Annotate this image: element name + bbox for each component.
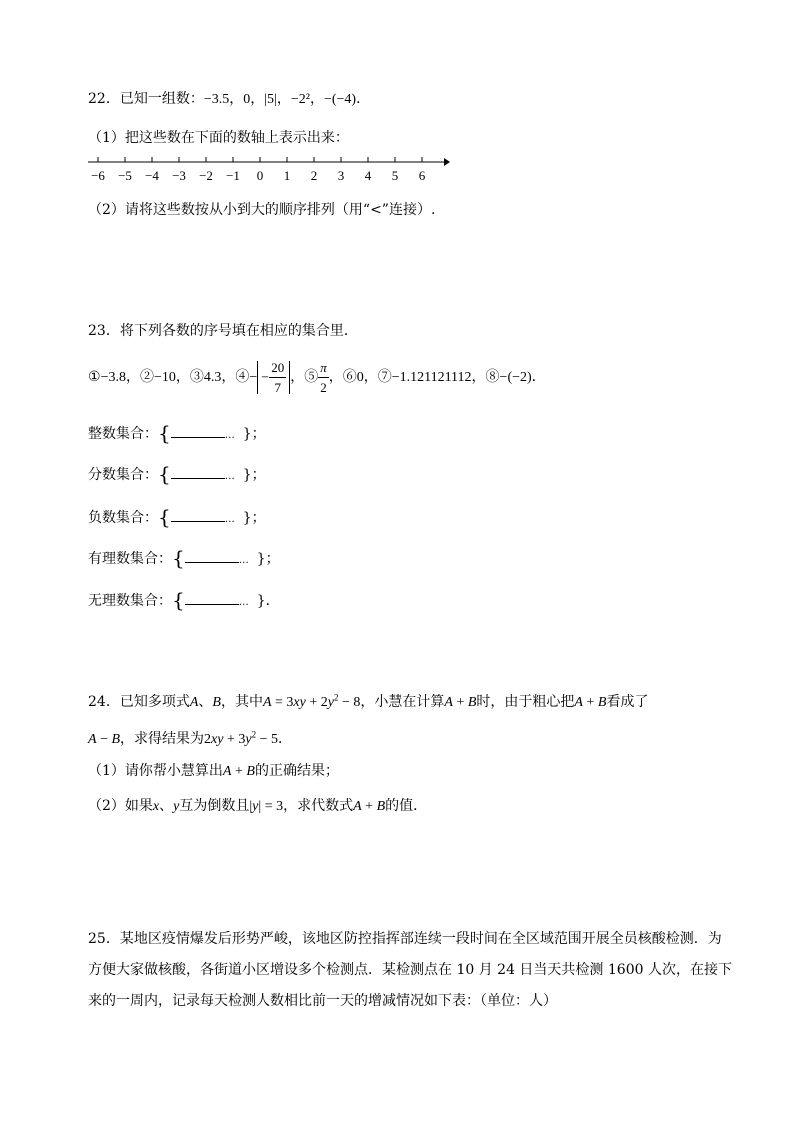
blank-irrational[interactable] xyxy=(185,592,239,605)
q25-line1: 25．某地区疫情爆发后形势严峻，该地区防控指挥部连续一段时间在全区域范围开展全员核酸检测．为 xyxy=(88,931,722,947)
set-integer: 整数集合：{ … }； xyxy=(88,421,266,445)
axis-tick-label: −4 xyxy=(145,168,159,183)
q25-line3: 来的一周内，记录每天检测人数相比前一天的增减情况如下表：（单位：人） xyxy=(88,993,557,1009)
item-6: ⑥0 xyxy=(342,369,364,385)
q23-items: ①−3.8，②−10，③4.3，④− − $\frac{20}{7}$ ，⑤ $\frac{\pi}{2}$ ，⑥0，⑦−1.121121112，⑧−(−2)． xyxy=(88,359,546,395)
axis-tick-label: −2 xyxy=(199,168,213,183)
axis-tick-label: −5 xyxy=(118,168,132,183)
q24-part2: （2）如果x、y互为倒数且|y| = 3，求代数式A + B的值． xyxy=(88,798,428,814)
item-8: ⑧−(−2) xyxy=(485,369,532,385)
q22-abs-5: |5| xyxy=(264,92,277,107)
axis-tick-label: 1 xyxy=(283,168,291,183)
axis-tick-label: 0 xyxy=(256,168,264,183)
q22-num-2: 0 xyxy=(243,92,251,107)
axis-tick-label: −1 xyxy=(226,168,240,183)
q24-part1: （1）请你帮小慧算出A + B的正确结果； xyxy=(88,763,339,779)
axis-tick-label: 2 xyxy=(310,168,318,183)
number-line xyxy=(84,150,454,190)
item-3: ③4.3 xyxy=(189,369,222,385)
axis-tick-label: −6 xyxy=(91,168,105,183)
q22-stem-prefix: 22．已知一组数： xyxy=(88,91,204,107)
item-7: ⑦−1.121121112 xyxy=(377,369,472,385)
axis-tick-label: −3 xyxy=(172,168,186,183)
item-5: ⑤ $\frac{\pi}{2}$ xyxy=(304,359,327,395)
q22-num-1: −3.5 xyxy=(203,92,230,107)
q22-num-5: −(−4) xyxy=(323,92,357,107)
blank-integer[interactable] xyxy=(171,425,225,438)
axis-tick-label: 6 xyxy=(418,168,426,183)
q25-line2: 方便大家做核酸，各街道小区增设多个检测点．某检测点在 10 月 24 日当天共检测 1600 人次，在接下 xyxy=(88,962,732,978)
item-4: ④− − $\frac{20}{7}$ xyxy=(235,369,290,385)
set-rational: 有理数集合：{ … }； xyxy=(88,546,280,570)
blank-fraction[interactable] xyxy=(171,466,225,479)
q24-line2: A − B，求得结果为$2xy + 3y^2 - 5$． xyxy=(88,729,292,747)
q22-part2: （2）请将这些数按从小到大的顺序排列（用“<”连接）. xyxy=(88,202,436,218)
set-fraction: 分数集合：{ … }； xyxy=(88,462,266,486)
item-1: ①−3.8 xyxy=(88,369,126,385)
q22-part1: （1）把这些数在下面的数轴上表示出来： xyxy=(88,130,349,146)
q23-stem: 23．将下列各数的序号填在相应的集合里． xyxy=(88,323,358,339)
q22-stem: 22．已知一组数：−3.5，0，|5|，−2²，−(−4)． xyxy=(88,91,371,107)
blank-negative[interactable] xyxy=(171,509,225,522)
blank-rational[interactable] xyxy=(185,550,239,563)
item-2: ②−10 xyxy=(139,369,176,385)
q22-num-4: −2² xyxy=(290,92,310,107)
q24-line1: 24．已知多项式A、B，其中$A = 3xy + 2y^2 - 8$，小慧在计算A + B时，由于粗心把A + B看成了 xyxy=(88,692,649,710)
axis-tick-label: 3 xyxy=(337,168,345,183)
axis-tick-label: 5 xyxy=(391,168,399,183)
set-irrational: 无理数集合：{ … }． xyxy=(88,588,280,612)
set-negative: 负数集合：{ … }； xyxy=(88,505,266,529)
axis-tick-label: 4 xyxy=(364,168,372,183)
